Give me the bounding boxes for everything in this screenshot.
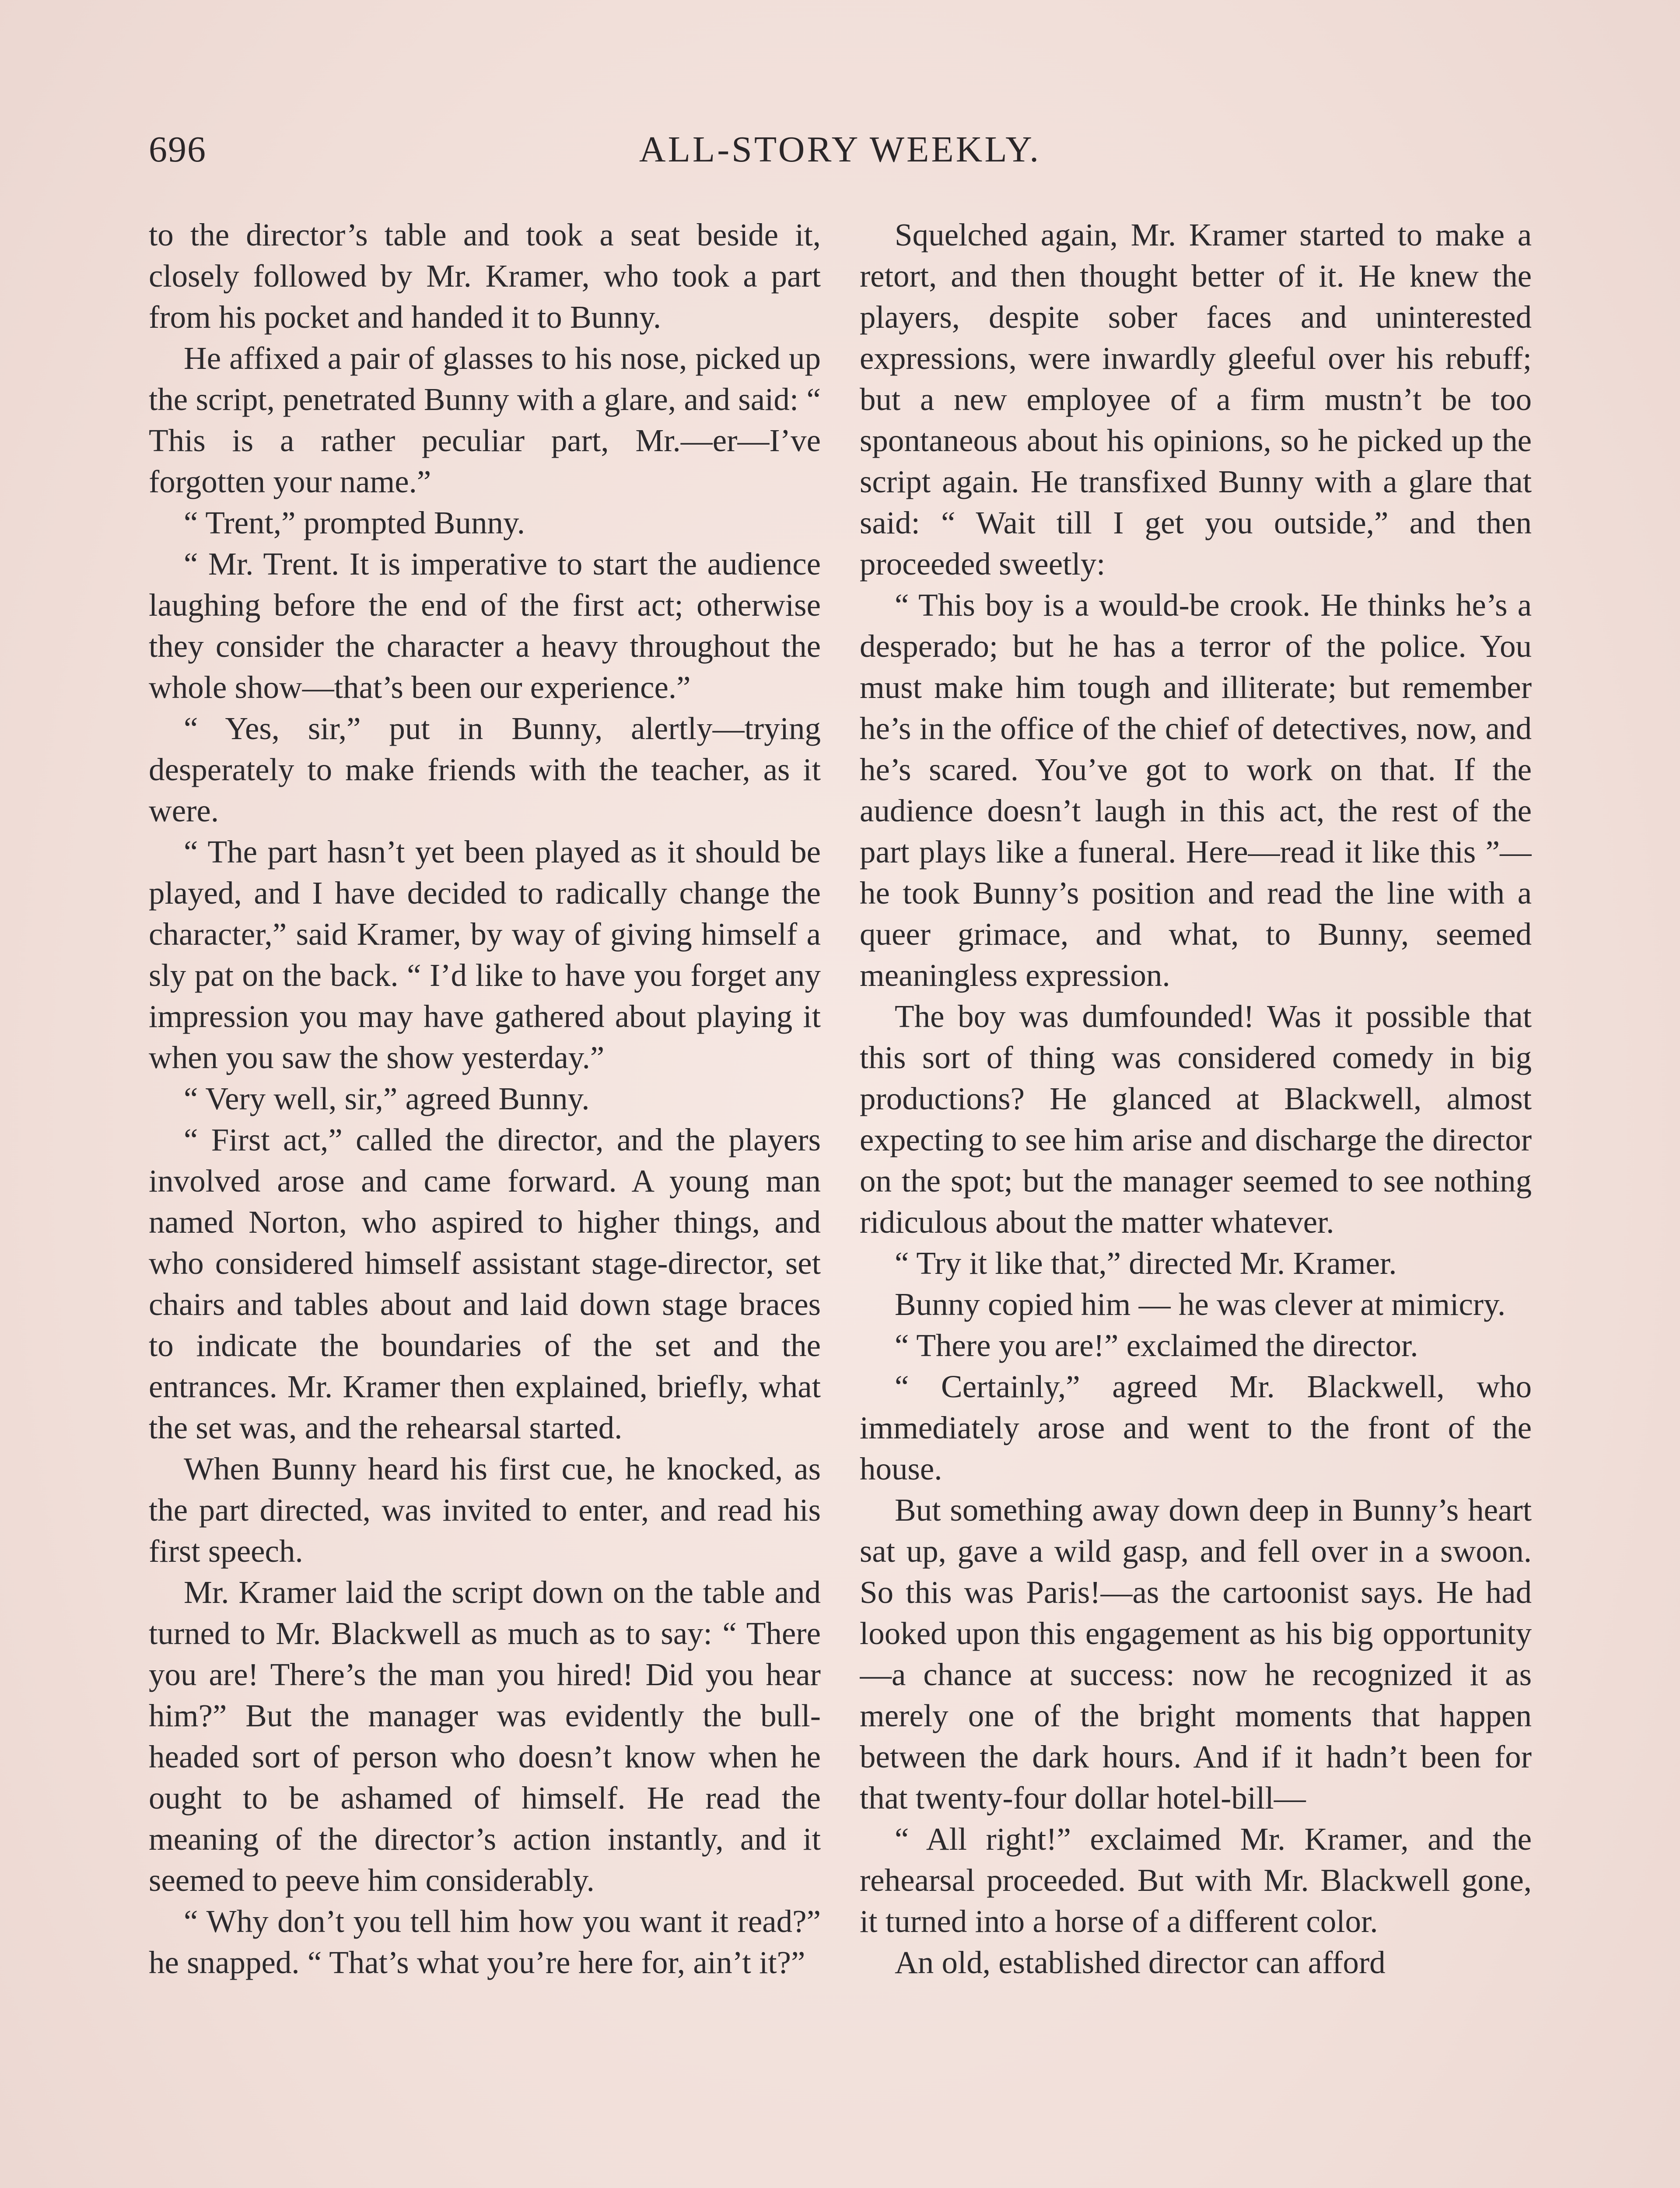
paragraph: Bunny copied him — he was clever at mimicry. — [895, 1287, 1506, 1322]
paragraph: “ Very well, sir,” agreed Bunny. — [184, 1081, 590, 1116]
paragraph: Mr. Kramer laid the script down on the table and turned to Mr. Blackwell as much as to say: “ There you are! There’s the man you hired! Did you hear him?” But the manager was evidently the bull-headed sort of person who doesn’t know when he ought to be ashamed of himself. He read the meaning of the director’s action instantly, and it seemed to peeve him considerably. — [149, 1574, 821, 1898]
page-number: 696 — [149, 129, 206, 170]
paragraph: “ Why don’t you tell him how you want it read?” he snapped. “ That’s what you’re here for, ain’t it?” — [149, 1904, 821, 1980]
paragraph: “ This boy is a would-be crook. He thinks he’s a desperado; but he has a terror of the police. You must make him tough and illiterate; but remember he’s in the office of the chief of detectives, now, and he’s scared. You’ve got to work on that. If the audience doesn’t laugh in this act, the rest of the part plays like a funeral. Here—read it like this ”—he took Bunny’s position and read the line with a queer grimace, and what, to Bunny, seemed meaningless expression. — [860, 587, 1532, 993]
paragraph: “ Certainly,” agreed Mr. Blackwell, who immediately arose and went to the front of the house. — [860, 1369, 1532, 1487]
paragraph: to the director’s table and took a seat beside it, closely followed by Mr. Kramer, who took a part from his pocket and handed it to Bunny. — [149, 217, 821, 335]
paragraph: “ All right!” exclaimed Mr. Kramer, and the rehearsal proceeded. But with Mr. Blackwell gone, it turned into a horse of a different color. — [860, 1821, 1532, 1939]
paragraph: But something away down deep in Bunny’s heart sat up, gave a wild gasp, and fell over in a swoon. So this was Paris!—as the cartoonist says. He had looked upon this engagement as his big opportunity—a chance at success: now he recognized it as merely one of the bright moments that happen between the dark hours. And if it hadn’t been for that twenty-four dollar hotel-bill— — [860, 1492, 1532, 1816]
paragraph: He affixed a pair of glasses to his nose, picked up the script, penetrated Bunny with a glare, and said: “ This is a rather peculiar part, Mr.—er—I’ve forgotten your name.” — [149, 340, 821, 499]
paragraph: “ There you are!” exclaimed the director. — [895, 1328, 1418, 1363]
right-column — [860, 214, 1532, 2188]
paragraph: “ Trent,” prompted Bunny. — [184, 505, 525, 540]
paragraph: An old, established director can afford — [895, 1945, 1386, 1980]
paragraph: “ First act,” called the director, and the players involved arose and came forward. A young man named Norton, who aspired to higher things, and who considered himself assistant stage-director, set chairs and tables about and laid down stage braces to indicate the boundaries of the set and the entrances. Mr. Kramer then explained, briefly, what the set was, and the rehearsal started. — [149, 1122, 821, 1445]
paragraph: Squelched again, Mr. Kramer started to make a retort, and then thought better of it. He knew the players, despite sober faces and uninterested expressions, were inwardly gleeful over his rebuff; but a new employee of a firm mustn’t be too spontaneous about his opinions, so he picked up the script again. He transfixed Bunny with a glare that said: “ Wait till I get you outside,” and then proceeded sweetly: — [860, 217, 1532, 582]
paragraph: “ The part hasn’t yet been played as it should be played, and I have decided to radically change the character,” said Kramer, by way of giving himself a sly pat on the back. “ I’d like to have you forget any impression you may have gathered about playing it when you saw the show yesterday.” — [149, 834, 821, 1075]
running-head: ALL-STORY WEEKLY. — [639, 129, 1041, 170]
left-column — [149, 214, 821, 2188]
paragraph: “ Mr. Trent. It is imperative to start the audience laughing before the end of the first act; otherwise they consider the character a heavy throughout the whole show—that’s been our experience.” — [149, 546, 821, 705]
paragraph: “ Yes, sir,” put in Bunny, alertly—trying desperately to make friends with the teacher, as it were. — [149, 711, 821, 828]
paragraph: The boy was dumfounded! Was it possible that this sort of thing was considered comedy in big productions? He glanced at Blackwell, almost expecting to see him arise and discharge the director on the spot; but the manager seemed to see nothing ridiculous about the matter whatever. — [860, 999, 1532, 1240]
paragraph: “ Try it like that,” directed Mr. Kramer. — [895, 1245, 1397, 1281]
paragraph: When Bunny heard his first cue, he knocked, as the part directed, was invited to enter, and read his first speech. — [149, 1451, 821, 1569]
